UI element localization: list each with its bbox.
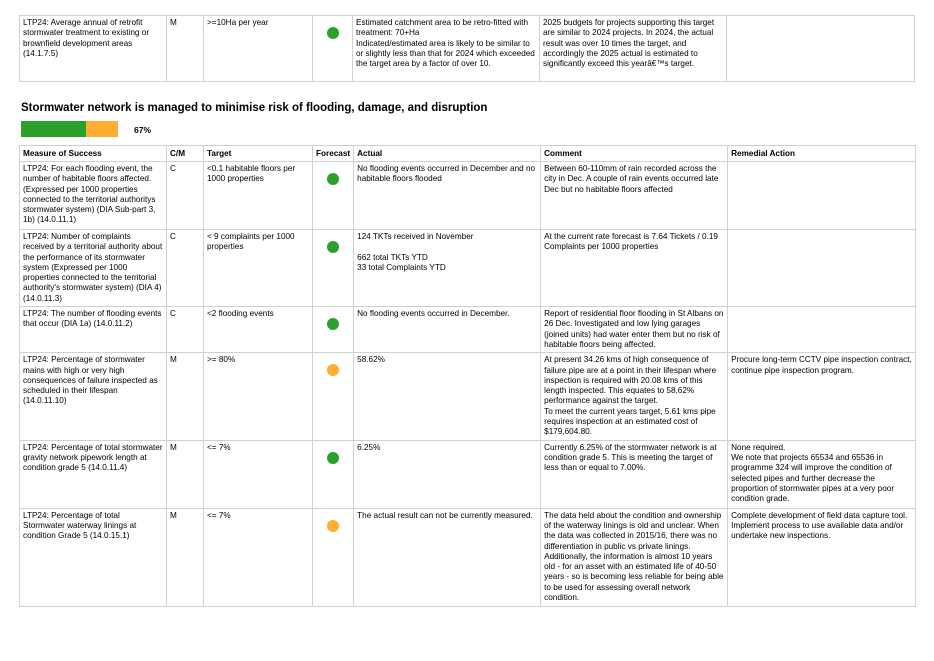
measure-cell: LTP24: The number of flooding events that occur (DIA 1a) (14.0.11.2) [20, 307, 167, 353]
table-row [20, 307, 916, 353]
table-header-row [20, 146, 916, 162]
comment-cell: Between 60-110mm of rain recorded across the city in Dec. A couple of rain events occurred late Dec but no habitable floors affected [541, 162, 728, 230]
measure-cell: LTP24: For each flooding event, the number of habitable floors affected. (Expressed per 1000 properties connected to the territorial authoritys stormwater system) (DIA Sub-part 3, 1b) (14.0.11.1) [20, 162, 167, 230]
cm-cell: M [167, 508, 204, 606]
actual-cell: No flooding events occurred in December. [354, 307, 541, 353]
cm-cell: C [167, 230, 204, 307]
target-cell: >=10Ha per year [204, 16, 313, 82]
table-row [20, 440, 916, 508]
forecast-cell [313, 508, 354, 606]
progress-amber-segment [86, 121, 118, 137]
target-cell: >= 80% [204, 353, 313, 440]
target-cell: <2 flooding events [204, 307, 313, 353]
target-cell: <= 7% [204, 508, 313, 606]
remedial-cell [728, 162, 916, 230]
header-target: Target [204, 146, 313, 162]
cm-cell: M [167, 16, 204, 82]
header-comment: Comment [541, 146, 728, 162]
progress-green-segment [21, 121, 86, 137]
table-row [20, 230, 916, 307]
table-row [20, 16, 915, 82]
forecast-cell [313, 16, 353, 82]
progress-percent-label: 67% [134, 125, 152, 135]
header-actual: Actual [354, 146, 541, 162]
measures-table [19, 145, 916, 607]
forecast-cell [313, 353, 354, 440]
comment-cell: Report of residential floor flooding in St Albans on 26 Dec. Investigated and low lying garages (joined units) had water enter them but no risk of habitable floors being affected. [541, 307, 728, 353]
target-cell: < 9 complaints per 1000 properties [204, 230, 313, 307]
remedial-cell [728, 307, 916, 353]
cm-cell: M [167, 353, 204, 440]
actual-cell: Estimated catchment area to be retro-fitted with treatment: 70+Ha Indicated/estimated area is likely to be similar to or slightly less than that for 2024 which exceeded the target area by a factor of over 10. [353, 16, 540, 82]
forecast-cell [313, 162, 354, 230]
table-row [20, 508, 916, 606]
measure-cell: LTP24: Number of complaints received by a territorial authority about the performance of its stormwater system (Expressed per 1000 properties connected to the territorial authority's stormwater system) (DIA 4) (14.0.11.3) [20, 230, 167, 307]
actual-cell: 124 TKTs received in November 662 total TKTs YTD 33 total Complaints YTD [354, 230, 541, 307]
comment-cell: 2025 budgets for projects supporting this target are similar to 2024 projects. In 2024, the actual result was over 10 times the target, and accordingly the 2025 actual is estimated to significantly exceed this yearâ€™s target. [540, 16, 727, 82]
cm-cell: M [167, 440, 204, 508]
forecast-status-icon [327, 318, 339, 330]
target-cell: <0.1 habitable floors per 1000 properties [204, 162, 313, 230]
target-cell: <= 7% [204, 440, 313, 508]
header-remedial: Remedial Action [728, 146, 916, 162]
forecast-status-icon [327, 452, 339, 464]
table-row [20, 353, 916, 440]
measure-cell: LTP24: Percentage of total stormwater gravity network pipework length at condition grade 5 (14.0.11.4) [20, 440, 167, 508]
actual-cell: 6.25% [354, 440, 541, 508]
forecast-cell [313, 230, 354, 307]
measure-cell: LTP24: Average annual of retrofit stormwater treatment to existing or brownfield development areas (14.1.7.5) [20, 16, 167, 82]
actual-cell: The actual result can not be currently measured. [354, 508, 541, 606]
actual-cell: No flooding events occurred in December and no habitable floors flooded [354, 162, 541, 230]
header-measure: Measure of Success [20, 146, 167, 162]
progress-bar [21, 121, 118, 137]
forecast-cell [313, 307, 354, 353]
comment-cell: Currently 6.25% of the stormwater network is at condition grade 5. This is meeting the target of less than or equal to 7.00%. [541, 440, 728, 508]
remedial-cell [728, 230, 916, 307]
forecast-status-icon [327, 241, 339, 253]
forecast-status-icon [327, 364, 339, 376]
forecast-status-icon [327, 520, 339, 532]
table-row [20, 162, 916, 230]
forecast-status-icon [327, 27, 339, 39]
cm-cell: C [167, 162, 204, 230]
actual-cell: 58.62% [354, 353, 541, 440]
remedial-cell: Procure long-term CCTV pipe inspection contract, continue pipe inspection program. [728, 353, 916, 440]
remedial-cell [727, 16, 915, 82]
header-forecast: Forecast [313, 146, 354, 162]
previous-measure-table [19, 15, 915, 82]
section-title: Stormwater network is managed to minimise risk of flooding, damage, and disruption [21, 102, 488, 114]
measure-cell: LTP24: Percentage of total Stormwater waterway linings at condition Grade 5 (14.0.15.1) [20, 508, 167, 606]
header-cm: C/M [167, 146, 204, 162]
remedial-cell: None required. We note that projects 65534 and 65536 in programme 324 will improve the condition of selected pipes and further decrease the proportion of stormwater pipes at a very poor condition grade. [728, 440, 916, 508]
forecast-status-icon [327, 173, 339, 185]
measure-cell: LTP24: Percentage of stormwater mains with high or very high consequences of failure inspected as scheduled in their lifespan (14.0.11.10) [20, 353, 167, 440]
comment-cell: The data held about the condition and ownership of the waterway linings is old and unclear. When the data was collected in 2015/16, there was no differentiation in public vs private linings. Additionally, the information is almost 10 years old - for an asset with an estimated life of 40-50 years - so is becoming less reliable for being able to be used for assessing overall network condition. [541, 508, 728, 606]
comment-cell: At present 34.26 kms of high consequence of failure pipe are at a point in their lifespan where inspection is required with 20.08 kms of this length inspected. This equates to 58.62% performance against the target. To meet the current years target, 5.61 kms pipe requires inspection at an estimated cost of $179,604.80. [541, 353, 728, 440]
comment-cell: At the current rate forecast is 7.64 Tickets / 0.19 Complaints per 1000 properties [541, 230, 728, 307]
remedial-cell: Complete development of field data capture tool. Implement process to use available data and/or undertake new inspections. [728, 508, 916, 606]
forecast-cell [313, 440, 354, 508]
cm-cell: C [167, 307, 204, 353]
